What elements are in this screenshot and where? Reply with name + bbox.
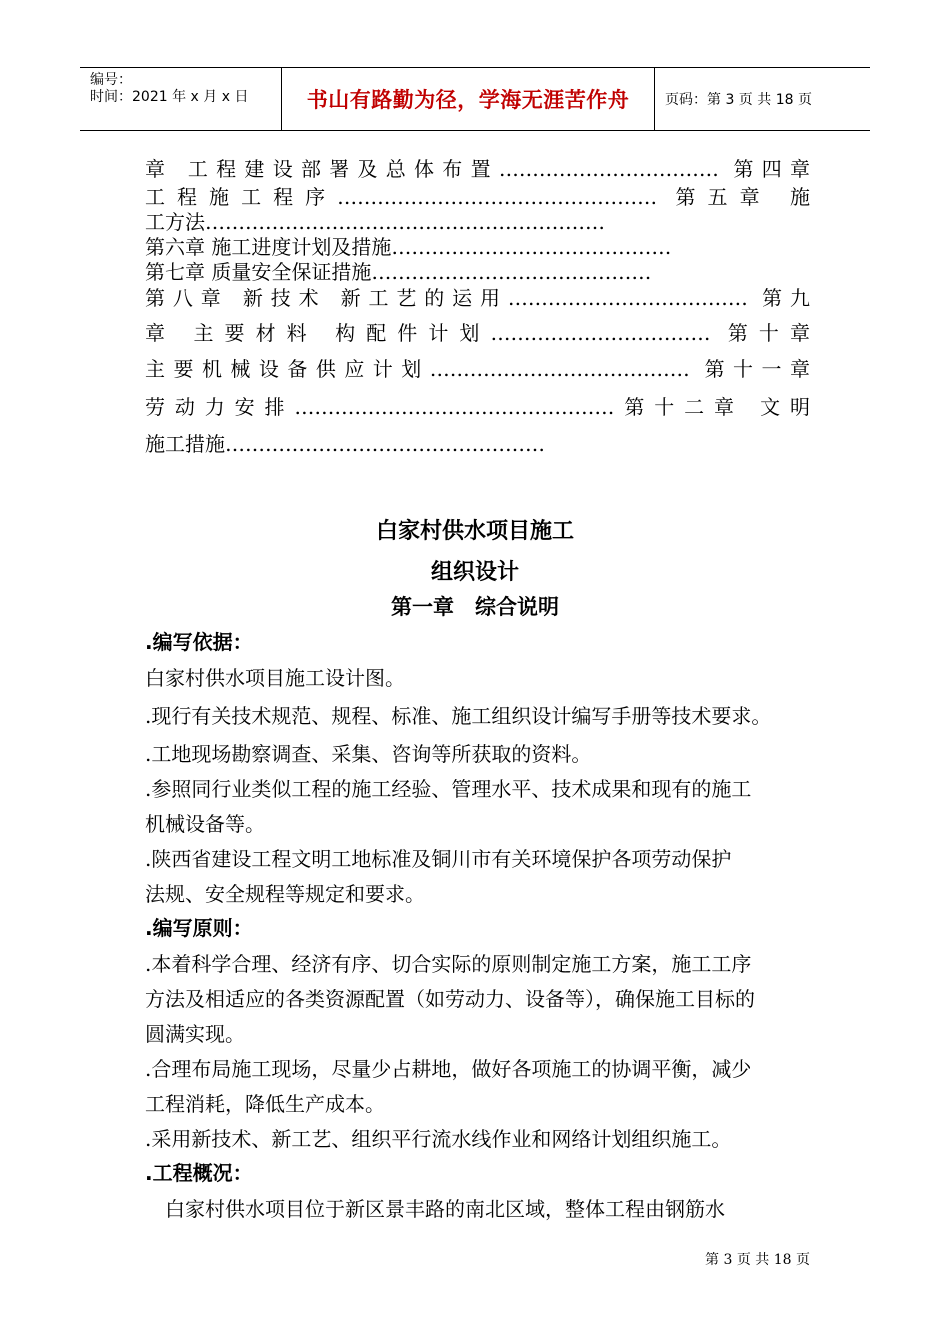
header-left-cell: [80, 68, 280, 130]
body-line: .合理布局施工现场，尽量少占耕地，做好各项施工的协调平衡，减少: [145, 1057, 752, 1081]
body-line: 方法及相适应的各类资源配置（如劳动力、设备等），确保施工目标的: [145, 987, 755, 1011]
body-line: 白家村供水项目位于新区景丰路的南北区域，整体工程由钢筋水: [145, 1197, 725, 1221]
toc-line: 主要机械设备供应计划………………………………… 第十一章: [145, 357, 810, 381]
body-line: .现行有关技术规范、规程、标准、施工组织设计编写手册等技术要求。: [145, 704, 772, 728]
code-label: 编号：: [90, 72, 132, 88]
section-heading: .编写依据：: [145, 630, 253, 654]
toc-line: 劳动力安排…………………………………………第十二章 文明: [145, 395, 810, 419]
section-heading: .工程概况：: [145, 1161, 253, 1185]
slogan: 书山有路勤为径，学海无涯苦作舟: [306, 88, 630, 112]
body-line: .参照同行业类似工程的施工经验、管理水平、技术成果和现有的施工: [145, 777, 752, 801]
body-line: 法规、安全规程等规定和要求。: [145, 882, 425, 906]
chapter-title: 第一章 综合说明: [391, 595, 559, 619]
body-line: 工程消耗，降低生产成本。: [145, 1092, 385, 1116]
page-footer: 第 3 页 共 18 页: [705, 1252, 810, 1268]
toc-line: 工方法……………………………………………………: [145, 210, 605, 234]
document-title: 白家村供水项目施工: [375, 519, 574, 544]
body-line: .工地现场勘察调查、采集、咨询等所获取的资料。: [145, 742, 592, 766]
toc-line: 施工措施…………………………………………: [145, 432, 545, 456]
toc-line: 章 工程建设部署及总体布置…………………………… 第四章: [145, 157, 810, 181]
body-line: 机械设备等。: [145, 812, 265, 836]
body-line: 白家村供水项目施工设计图。: [145, 666, 405, 690]
toc-line: 第八章 新技术 新工艺的运用……………………………… 第九: [145, 286, 810, 310]
header-slogan-cell: [281, 68, 655, 130]
page-info: 页码：第 3 页 共 18 页: [665, 92, 812, 108]
body-line: .陕西省建设工程文明工地标准及铜川市有关环境保护各项劳动保护: [145, 847, 732, 871]
toc-line: 工程施工程序………………………………………… 第五章 施: [145, 185, 810, 209]
document-title-line2: 组织设计: [430, 560, 519, 585]
page-header: [80, 67, 870, 131]
time-label: 时间：2021 年 x 月 x 日: [90, 89, 249, 105]
header-right-cell: [655, 68, 870, 130]
body-line: .采用新技术、新工艺、组织平行流水线作业和网络计划组织施工。: [145, 1127, 732, 1151]
section-heading: .编写原则：: [145, 916, 253, 940]
toc-line: 章 主要材料 构配件计划…………………………… 第十章: [145, 321, 810, 345]
body-line: 圆满实现。: [145, 1022, 245, 1046]
toc-line: 第七章 质量安全保证措施……………………………………: [145, 260, 652, 284]
toc-line: 第六章 施工进度计划及措施……………………………………: [145, 235, 672, 259]
body-line: .本着科学合理、经济有序、切合实际的原则制定施工方案，施工工序: [145, 952, 752, 976]
